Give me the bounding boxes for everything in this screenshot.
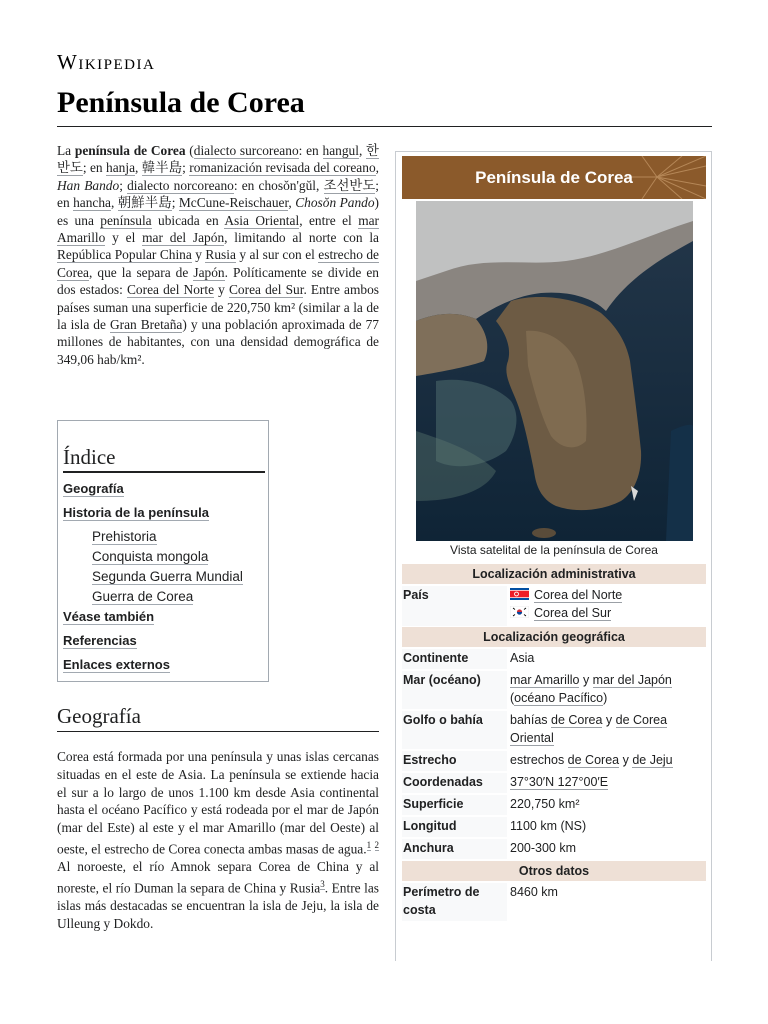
toc-item-label: Segunda Guerra Mundial: [92, 569, 243, 584]
inline-link[interactable]: Corea del Norte: [126, 282, 215, 298]
link-corea-del-sur[interactable]: Corea del Sur: [534, 606, 612, 620]
toc-item-label: Guerra de Corea: [92, 589, 194, 604]
toc-item-label: Geografía: [63, 481, 124, 496]
row-continente: [402, 649, 706, 669]
infobox: [395, 151, 712, 961]
section-header-admin: Localización administrativa: [402, 564, 706, 584]
row-longitud: [402, 817, 706, 837]
toc-item[interactable]: [63, 479, 263, 503]
section-header-otros: Otros datos: [402, 861, 706, 881]
korea-satellite-map: [416, 201, 693, 541]
inline-link[interactable]: Asia Oriental: [224, 212, 300, 228]
label-coordenadas: Coordenadas: [402, 773, 507, 793]
inline-link[interactable]: península: [100, 212, 152, 228]
inline-link[interactable]: de Corea: [567, 753, 620, 767]
flag-south-korea-icon: [510, 606, 529, 618]
inline-link[interactable]: hanja: [106, 160, 136, 176]
infobox-title-text: Península de Corea: [475, 167, 633, 187]
inline-link[interactable]: 한반도: [57, 143, 379, 176]
pais-item-north[interactable]: [510, 586, 706, 604]
label-continente: Continente: [402, 649, 507, 669]
toc-item[interactable]: [63, 631, 263, 655]
inline-link[interactable]: mar Amarillo: [57, 212, 380, 246]
image-caption: Vista satelital de la península de Corea: [450, 543, 658, 557]
geografia-paragraph: Corea está formada por una península y unas islas cercanas situadas en el este de Asia. La península se extiende hacia el sur a lo largo de unos 1.100 km desde Asia continental hasta el océano Pacífico y está rodeada por el mar de Japón (mar del Este) al este y el mar Amarillo (mar del Oeste) al oeste, el estrecho de Corea conecta ambas masas de agua.$^1$ $^2$ Al noroeste, el río Amnok separa Corea de China y al noreste, el río Duman la separa de China y Rusia$^3$. Entre las islas más destacadas se encuentran la isla de Jeju, la isla de Ulleung y Dokdo.: [57, 749, 379, 932]
value-anchura: 200-300 km: [510, 841, 577, 855]
inline-link[interactable]: McCune-Reischauer: [178, 195, 289, 211]
inline-link[interactable]: Corea del Sur: [229, 282, 304, 298]
link-coordenadas[interactable]: 37°30′N 127°00′E: [510, 775, 609, 789]
value-superficie: 220,750 km²: [510, 797, 580, 811]
toc-list: [63, 479, 263, 679]
value-perimetro: 8460 km: [510, 885, 558, 899]
inline-link[interactable]: República Popular China: [57, 247, 192, 263]
title-divider: [57, 126, 712, 127]
toc-item-label: Referencias: [63, 633, 137, 648]
infobox-title: [402, 156, 706, 199]
value-pais: [510, 586, 706, 622]
label-superficie: Superficie: [402, 795, 507, 815]
inline-link[interactable]: hangul: [322, 143, 359, 158]
inline-link[interactable]: de Corea: [551, 713, 603, 727]
row-perimetro: [402, 883, 706, 921]
row-pais: [402, 586, 706, 626]
flag-north-korea-icon: [510, 588, 529, 600]
label-estrecho: Estrecho: [402, 751, 507, 771]
citation-ref[interactable]: 1: [366, 839, 372, 850]
toc-item[interactable]: [63, 655, 263, 679]
wikipedia-logo[interactable]: Wikipedia: [57, 50, 156, 74]
inline-link[interactable]: Gran Bretaña: [109, 317, 183, 333]
row-anchura: [402, 839, 706, 859]
table-of-contents: [57, 420, 269, 682]
inline-link[interactable]: romanización revisada del coreano: [189, 160, 376, 176]
citation-ref[interactable]: 2: [374, 839, 379, 850]
value-mar: mar Amarillo y mar del Japón (océano Pacífico): [510, 673, 672, 705]
row-coordenadas: [402, 773, 706, 793]
inline-link[interactable]: de Corea Oriental: [510, 713, 668, 745]
label-pais: País: [402, 586, 507, 626]
label-perimetro: Perímetro de costa: [402, 883, 507, 921]
value-estrecho: estrechos de Corea y de Jeju: [510, 753, 673, 767]
link-corea-del-norte[interactable]: Corea del Norte: [534, 588, 623, 602]
toc-item[interactable]: [63, 587, 263, 607]
value-continente: Asia: [510, 651, 535, 665]
row-golfo: [402, 711, 706, 749]
toc-item[interactable]: [63, 567, 263, 587]
toc-item-label: Enlaces externos: [63, 657, 170, 672]
value-longitud: 1100 km (NS): [510, 819, 587, 833]
value-coordenadas: [510, 773, 706, 791]
label-golfo: Golfo o bahía: [402, 711, 507, 749]
inline-link[interactable]: 朝鮮半島: [117, 195, 172, 211]
inline-link[interactable]: 조선반도: [323, 177, 376, 193]
toc-item-label: Véase también: [63, 609, 155, 624]
citation-ref[interactable]: 3: [320, 879, 325, 890]
inline-link[interactable]: dialecto surcoreano: [193, 143, 299, 158]
inline-link[interactable]: dialecto norcoreano: [127, 177, 234, 193]
section-header-geo: Localización geográfica: [402, 627, 706, 647]
inline-link[interactable]: mar del Japón: [142, 230, 225, 246]
toc-item[interactable]: [63, 547, 263, 567]
inline-link[interactable]: océano Pacífico: [514, 691, 604, 705]
satellite-image[interactable]: [416, 201, 693, 541]
intro-paragraph: La península de Corea (dialecto surcoreano: en hangul, 한반도; en hanja, 韓半島; romanización revisada del coreano, Han Bando; dialecto norcoreano: en chosŏn'gŭl, 조선반도; en hancha, 朝鮮半島; McCune-Reischauer, Chosŏn Pando) es una península ubicada en Asia Oriental, entre el mar Amarillo y el mar del Japón, limitando al norte con la República Popular China y Rusia y al sur con el estrecho de Corea, que la separa de Japón. Políticamente se divide en dos estados: Corea del Norte y Corea del Sur. Entre ambos países suman una superficie de 220,750 km² (similar a la de la isla de Gran Bretaña) y una población aproximada de 77 millones de habitantes, con una densidad demográfica de 349,06 hab/km².: [57, 143, 380, 367]
value-golfo: bahías de Corea y de Corea Oriental: [510, 713, 668, 745]
label-anchura: Anchura: [402, 839, 507, 859]
inline-link[interactable]: 韓半島: [141, 160, 183, 176]
inline-link[interactable]: estrecho de Corea: [57, 247, 379, 280]
inline-link[interactable]: mar Amarillo: [510, 673, 580, 687]
row-mar: [402, 671, 706, 709]
page-title: Península de Corea: [57, 86, 305, 119]
toc-item[interactable]: [63, 503, 263, 527]
row-estrecho: [402, 751, 706, 771]
toc-item-label: Historia de la península: [63, 505, 209, 520]
toc-item[interactable]: [63, 607, 263, 631]
section-heading-geografia: Geografía: [57, 704, 379, 732]
pais-item-south[interactable]: [510, 604, 706, 622]
toc-item-label: Conquista mongola: [92, 549, 209, 564]
row-superficie: [402, 795, 706, 815]
inline-link[interactable]: Rusia: [205, 247, 236, 263]
toc-item[interactable]: [63, 527, 263, 547]
inline-link[interactable]: mar del Japón: [592, 673, 672, 687]
inline-link[interactable]: de Jeju: [632, 753, 673, 767]
inline-link[interactable]: hancha: [73, 195, 111, 211]
toc-title: Índice: [63, 445, 265, 473]
inline-link[interactable]: Japón: [193, 264, 225, 280]
label-mar: Mar (océano): [402, 671, 507, 709]
toc-item-label: Prehistoria: [92, 529, 157, 544]
label-longitud: Longitud: [402, 817, 507, 837]
